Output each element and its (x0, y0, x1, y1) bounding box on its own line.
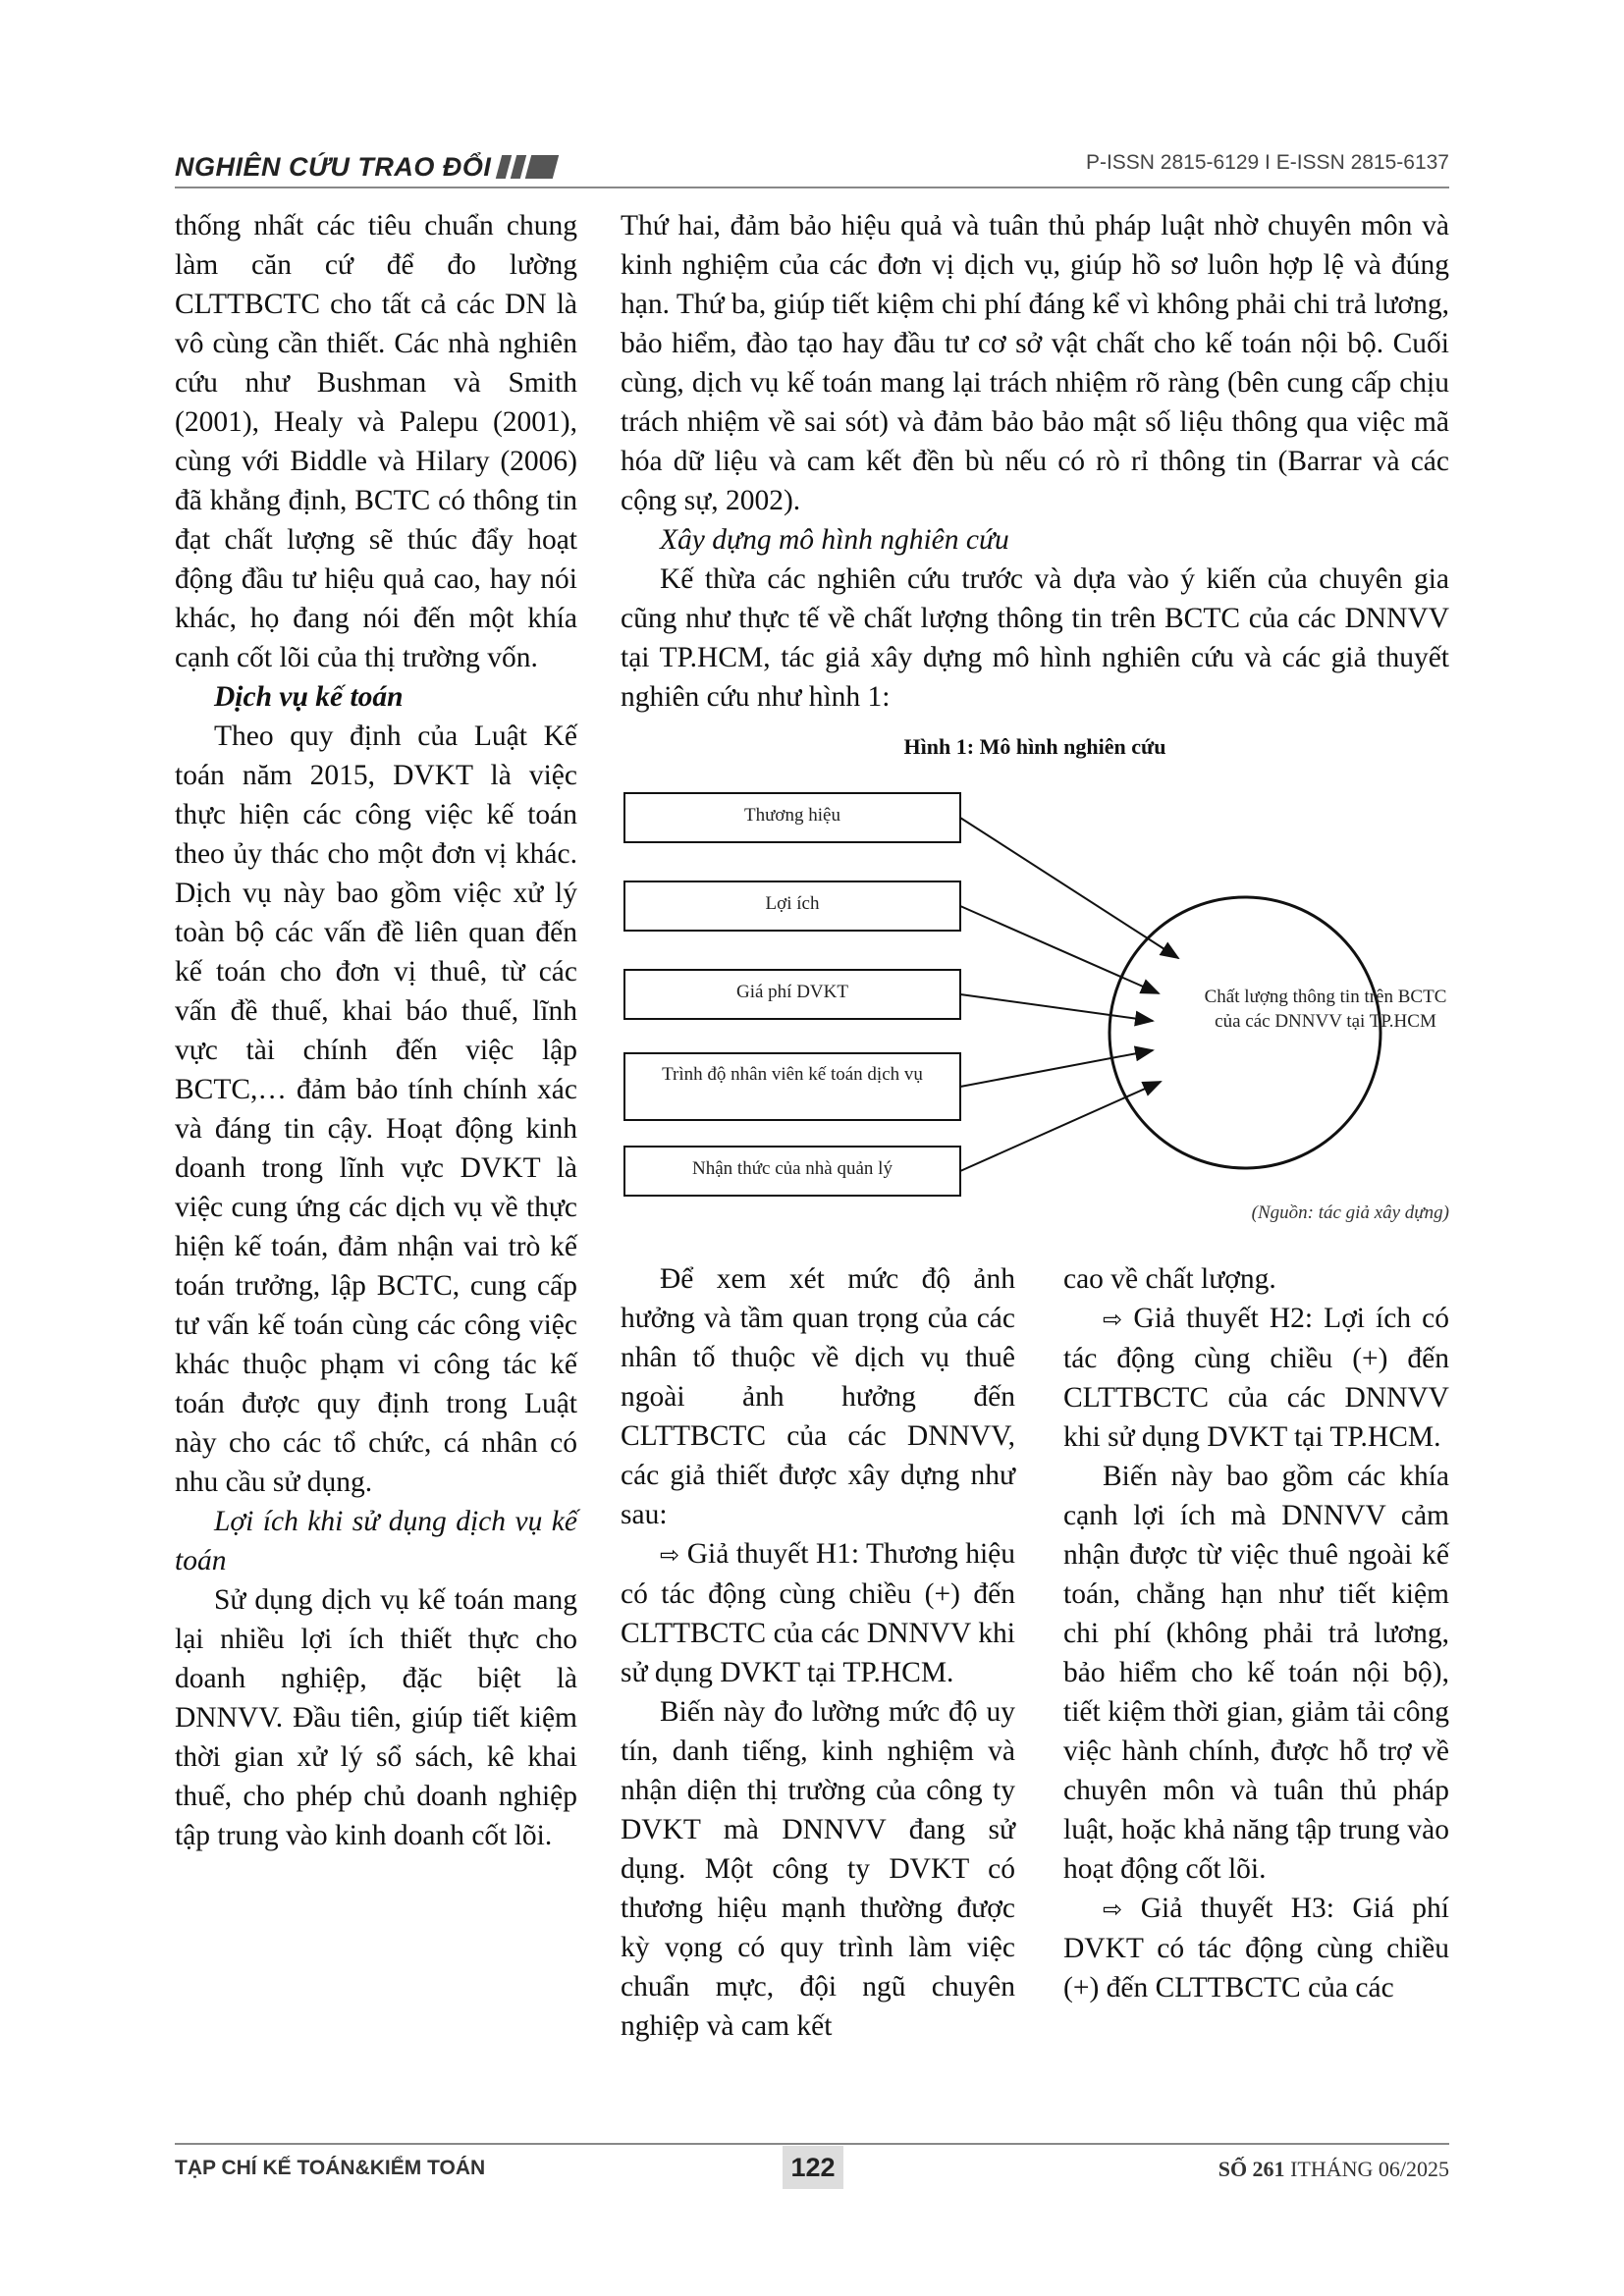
journal-name: TẠP CHÍ KẾ TOÁN&KIỂM TOÁN (175, 2157, 486, 2179)
header-rule (175, 187, 1449, 188)
issue-info (1218, 2157, 1449, 2182)
issn-label: P-ISSN 2815-6129 I E-ISSN 2815-6137 (1085, 151, 1449, 174)
outcome-label: Chất lượng thông tin trên BCTC của các DNNVV tại TP.HCM (1204, 987, 1447, 1032)
paragraph: thống nhất các tiêu chuẩn chung làm căn cứ để đo lường CLTTBCTC cho tất cả các DN là vô cùng cần thiết. Các nhà nghiên cứu như Bushman và Smith (2001), Healy và Palepu (2001), cùng với Biddle và Hilary (2006) đã khẳng định, BCTC có thông tin đạt chất lượng sẽ thúc đẩy hoạt động đầu tư hiệu quả cao, hay nói khác, họ đang nói đến một khía cạnh cốt lõi của thị trường vốn. (175, 210, 577, 673)
right-column (1063, 1259, 1449, 2007)
paragraph: Biến này đo lường mức độ uy tín, danh tiếng, kinh nghiệm và nhận diện thị trường của công ty DVKT mà DNNVV đang sử dụng. Một công ty DVKT có thương hiệu mạnh thường được kỳ vọng có quy trình làm việc chuẩn mực, đội ngũ chuyên nghiệp và cam kết (621, 1696, 1015, 2042)
paragraph: Kế thừa các nghiên cứu trước và dựa vào ý kiến của chuyên gia cũng như thực tế về chất lượng thông tin trên BCTC của các DNNVV tại TP.HCM, tác giả xây dựng mô hình nghiên cứu và các giả thuyết nghiên cứu như hình 1: (621, 563, 1449, 713)
issue-date: ITHÁNG 06/2025 (1290, 2157, 1449, 2181)
arrow-icon: ⇨ (1103, 1896, 1141, 1923)
running-header (175, 147, 561, 187)
factor-label-staff: Trình độ nhân viên kế toán dịch vụ (662, 1064, 923, 1085)
arrow-icon: ⇨ (660, 1541, 687, 1569)
right-top-column (621, 206, 1449, 717)
paragraph: Sử dụng dịch vụ kế toán mang lại nhiều lợi ích thiết thực cho doanh nghiệp, đặc biệt là DNNVV. Đầu tiên, giúp tiết kiệm thời gian xử lý sổ sách, kê khai thuế, cho phép chủ doanh nghiệp tập trung vào kinh doanh cốt lõi. (175, 1584, 577, 1851)
section-title: NGHIÊN CỨU TRAO ĐỔI (175, 151, 492, 182)
paragraph: cao về chất lượng. (1063, 1263, 1276, 1295)
figure-source: (Nguồn: tác giả xây dựng) (1251, 1202, 1449, 1223)
arrow-benefit (960, 906, 1159, 993)
paragraph: Thứ hai, đảm bảo hiệu quả và tuân thủ pháp luật nhờ chuyên môn và kinh nghiệm của các đơn vị dịch vụ, giúp hồ sơ luôn hợp lệ và đúng hạn. Thứ ba, giúp tiết kiệm chi phí đáng kể vì không phải chi trả lương, bảo hiểm, đào tạo hay đầu tư cơ sở vật chất cho kế toán nội bộ. Cuối cùng, dịch vụ kế toán mang lại trách nhiệm rõ ràng (bên cung cấp chịu trách nhiệm về sai sót) và đảm bảo bảo mật số liệu thông qua việc mã hóa dữ liệu và cam kết đền bù nếu có rò rỉ thông tin (Barrar và các cộng sự, 2002). (621, 210, 1449, 516)
figure-caption: Hình 1: Mô hình nghiên cứu (903, 734, 1166, 759)
hypothesis-text: Giả thuyết H2: Lợi ích có tác động cùng chiều (+) đến CLTTBCTC của các DNNVV khi sử dụng DVKT tại TP.HCM. (1063, 1303, 1449, 1453)
footer-rule (175, 2143, 1449, 2145)
header-decoration (499, 155, 561, 179)
arrow-brand (960, 818, 1178, 958)
hypothesis-text: Giả thuyết H3: Giá phí DVKT có tác động cùng chiều (+) đến CLTTBCTC của các (1063, 1893, 1449, 2003)
hypothesis-h3 (1063, 1889, 1449, 2007)
paragraph: Biến này bao gồm các khía cạnh lợi ích mà DNNVV cảm nhận được từ việc thuê ngoài kế toán, chẳng hạn như tiết kiệm chi phí (không phải trả lương, bảo hiểm cho kế toán nội bộ), tiết kiệm thời gian, giảm tải công việc hành chính, được hỗ trợ về chuyên môn và tuân thủ pháp luật, hoặc khả năng tập trung vào hoạt động cốt lõi. (1063, 1461, 1449, 1885)
section-heading-loi-ich: Lợi ích khi sử dụng dịch vụ kế toán (175, 1506, 577, 1576)
section-heading-model: Xây dựng mô hình nghiên cứu (660, 524, 1009, 556)
hypothesis-h1 (621, 1534, 1015, 1692)
middle-column (621, 1259, 1015, 2046)
left-column (175, 206, 577, 1855)
factor-label-fee: Giá phí DVKT (736, 982, 848, 1002)
hypothesis-h2 (1063, 1299, 1449, 1457)
issue-number: SỐ 261 (1218, 2157, 1285, 2181)
factor-label-awareness: Nhận thức của nhà quản lý (692, 1158, 893, 1179)
section-heading-dvkt: Dịch vụ kế toán (214, 681, 404, 713)
paragraph: Theo quy định của Luật Kế toán năm 2015, DVKT là việc thực hiện các công việc kế toán theo ủy thác cho một đơn vị khác. Dịch vụ này bao gồm việc xử lý toàn bộ các vấn đề liên quan đến kế toán cho đơn vị thuê, từ các vấn đề thuế, khai báo thuế, lĩnh vực tài chính đến việc lập BCTC,… đảm bảo tính chính xác và đáng tin cậy. Hoạt động kinh doanh trong lĩnh vực DVKT là việc cung ứng các dịch vụ về thực hiện kế toán, đảm nhận vai trò kế toán trưởng, lập BCTC, cung cấp tư vấn kế toán cùng các công việc khác thuộc phạm vi công tác kế toán được quy định trong Luật này cho các tổ chức, cá nhân có nhu cầu sử dụng. (175, 721, 577, 1498)
factor-label-benefit: Lợi ích (765, 893, 820, 914)
factor-label-brand: Thương hiệu (744, 805, 840, 826)
page-number: 122 (783, 2146, 843, 2189)
arrow-awareness (960, 1082, 1161, 1171)
paragraph: Để xem xét mức độ ảnh hưởng và tầm quan trọng của các nhân tố thuộc về dịch vụ thuê ngoài ảnh hưởng đến CLTTBCTC của các DNNVV, các giả thiết được xây dựng như sau: (621, 1263, 1015, 1530)
arrow-icon: ⇨ (1103, 1306, 1134, 1333)
hypothesis-text: Giả thuyết H1: Thương hiệu có tác động cùng chiều (+) đến CLTTBCTC của các DNNVV khi sử dụng DVKT tại TP.HCM. (621, 1538, 1015, 1688)
